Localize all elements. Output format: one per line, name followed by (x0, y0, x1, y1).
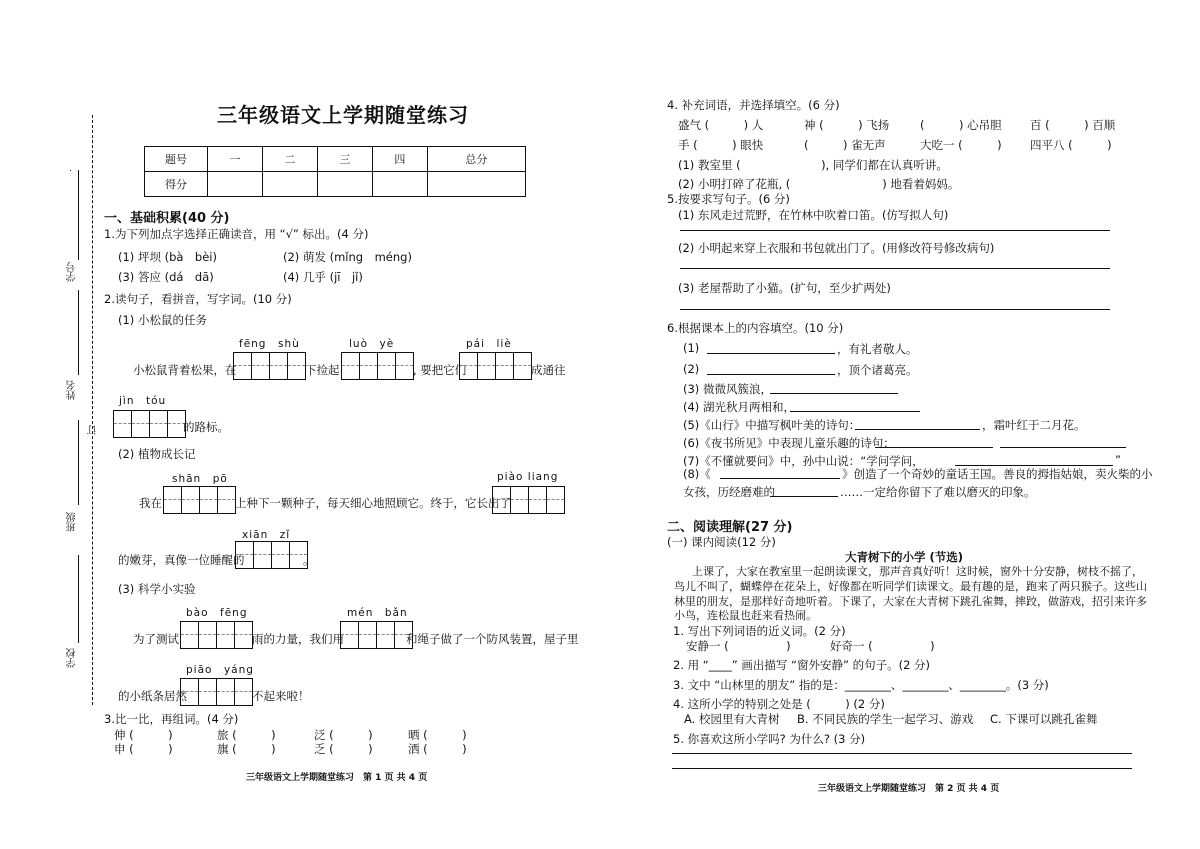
answer-line[interactable] (680, 230, 1110, 231)
pinyin: mén bǎn (347, 607, 408, 619)
name-fill-line (78, 290, 79, 375)
q6-item: ……一定给你留下了难以磨灭的印象。 (840, 485, 1036, 499)
fill-blank[interactable] (790, 411, 920, 412)
section-1-heading: 一、基础积累(40 分) (104, 211, 230, 226)
score-header-cell: 二 (262, 147, 317, 172)
q6-item: (5)《山行》中描写枫叶美的诗句： (683, 418, 861, 432)
q5-item: (1) 东风走过荒野，在竹林中吹着口笛。(仿写拟人句) (678, 208, 949, 222)
passage-line: 林里的朋友，是那样好奇地听着。下课了，大家在大青树下跳孔雀舞，摔跤，做游戏，招引来许多 (674, 595, 1147, 608)
q3-item: 旅 ( ) (217, 728, 276, 742)
q2-text: 的路标。 (183, 420, 229, 434)
fill-blank[interactable] (720, 478, 840, 479)
pinyin: fēng shù (239, 338, 300, 350)
q6-item: ” (1115, 453, 1121, 467)
answer-line[interactable] (680, 309, 1110, 310)
q3-item: 泛 ( ) (314, 728, 373, 742)
q6-item: ，顶个诸葛亮。 (837, 363, 918, 377)
q2-text: 的小纸条居然 (118, 689, 187, 703)
score-cell[interactable] (372, 172, 427, 197)
writing-grid[interactable] (113, 410, 186, 438)
score-row-label: 得分 (145, 172, 208, 197)
pinyin: piāo yáng (186, 664, 254, 676)
side-label-name: 姓名 (67, 380, 78, 400)
q6-item: 女孩，历经磨难的 (683, 485, 775, 499)
q4-item: 盛气 ( ) 人 (678, 118, 764, 132)
writing-grid[interactable] (235, 541, 308, 569)
q6-item: (1) (683, 341, 700, 355)
pinyin: shān pō (172, 473, 228, 485)
fill-blank[interactable] (875, 447, 993, 448)
q2-text: 不起来啦！ (252, 689, 310, 703)
side-label-id: 学号 (67, 262, 78, 282)
q6-item: (8)《 (683, 467, 711, 481)
writing-grid[interactable] (341, 352, 414, 380)
q2-sub1-title: (1) 小松鼠的任务 (118, 313, 207, 327)
q2-text: 的嫩芽，真像一位睡醒的 (118, 553, 245, 567)
q2-text: 上种下一颗种子，每天细心地照顾它。终于，它长出了 (235, 496, 511, 510)
q4-sentence: (2) 小明打碎了花瓶, ( ) 地看着妈妈。 (678, 177, 960, 191)
score-cell[interactable] (262, 172, 317, 197)
q6-item: (4) 湖光秋月两相和， (683, 400, 795, 414)
question-1: 1.为下列加点字选择正确读音，用 “√” 标出。(4 分) (104, 227, 369, 241)
reading-q1-item: 好奇一 ( ) (830, 639, 935, 653)
passage-line: 小鸟，连松鼠也赶来看热闹。 (674, 609, 817, 622)
q2-text: 成通往 (531, 363, 566, 377)
question-5: 5.按要求写句子。(6 分) (667, 192, 790, 206)
passage-title: 大青树下的小学 (节选) (845, 550, 964, 564)
q4-item: ( ) 雀无声 (804, 138, 886, 152)
q2-text: 小松鼠背着松果，在 (133, 363, 237, 377)
q5-item: (2) 小明起来穿上衣服和书包就出门了。(用修改符号修改病句) (678, 241, 995, 255)
score-header-cell: 三 (317, 147, 372, 172)
q1-item: (3) 答应 (dá dā) (118, 270, 214, 284)
writing-grid[interactable] (492, 486, 565, 514)
page-footer: 三年级语文上学期随堂练习 第 2 页 共 4 页 (818, 784, 1000, 794)
class-fill-line (78, 420, 79, 505)
q2-text: 。 (303, 553, 315, 567)
writing-grid[interactable] (233, 352, 306, 380)
q4-item: ( ) 心吊胆 (920, 118, 1002, 132)
student-id-line (70, 170, 71, 171)
fill-blank[interactable] (1000, 447, 1126, 448)
reading-q5: 5. 你喜欢这所小学吗? 为什么? (3 分) (673, 732, 866, 746)
answer-line[interactable] (672, 768, 1132, 769)
question-2: 2.读句子，看拼音，写字词。(10 分) (104, 292, 292, 306)
passage-line: 鸟儿不叫了，蝴蝶停在花朵上，好像都在听同学们读课文。最有趣的是，跑来了两只猴子。这些山 (674, 580, 1147, 593)
q2-text: 雨的力量，我们用 (252, 632, 344, 646)
reading-q3: 3. 文中 “山林里的朋友” 指的是：________、________、________。(3 分) (673, 678, 1049, 692)
q2-text: 为了测试 (133, 632, 179, 646)
writing-grid[interactable] (180, 621, 253, 649)
score-header-cell: 总分 (427, 147, 525, 172)
score-cell[interactable] (208, 172, 263, 197)
page-title: 三年级语文上学期随堂练习 (217, 103, 469, 127)
q6-item: (3) 微微风簇浪， (683, 382, 772, 396)
writing-grid[interactable] (180, 678, 253, 706)
reading-q1: 1. 写出下列词语的近义词。(2 分) (673, 624, 846, 638)
fill-blank[interactable] (707, 353, 835, 354)
pinyin: xiān zǐ (242, 529, 291, 541)
fill-blank[interactable] (707, 374, 835, 375)
page-footer: 三年级语文上学期随堂练习 第 1 页 共 4 页 (246, 773, 428, 783)
answer-line[interactable] (672, 753, 1132, 754)
score-header-cell: 题号 (145, 147, 208, 172)
reading-q4-option[interactable]: C. 下课可以跳孔雀舞 (990, 712, 1098, 726)
score-header-row (145, 147, 526, 172)
q2-text: , 要把它们 (413, 363, 467, 377)
q4-item: 百 ( ) 百顺 (1030, 118, 1116, 132)
q2-text: 和绳子做了一个防风装置，屋子里 (406, 632, 579, 646)
side-label-class: 班级 (67, 512, 78, 532)
q3-item: 旗 ( ) (217, 742, 276, 756)
reading-q4-option[interactable]: B. 不同民族的学生一起学习、游戏 (797, 712, 974, 726)
q2-text: 我在 (139, 496, 162, 510)
reading-q1-item: 安静一 ( ) (686, 639, 791, 653)
writing-grid[interactable] (340, 621, 413, 649)
score-table (144, 146, 526, 197)
section-2-heading: 二、阅读理解(27 分) (667, 520, 793, 535)
section-2-sub1: (一) 课内阅读(12 分) (667, 535, 776, 549)
side-label-binding: 订 (88, 425, 99, 435)
q1-item: (2) 萌发 (mǐng méng) (283, 250, 412, 264)
score-cell[interactable] (317, 172, 372, 197)
score-value-row (145, 172, 526, 197)
q3-item: 晒 ( ) (408, 728, 467, 742)
school-fill-line (78, 555, 79, 643)
pinyin: luò yè (349, 338, 395, 350)
q4-item: 大吃一 ( ) (920, 138, 1002, 152)
question-6: 6.根据课本上的内容填空。(10 分) (667, 321, 844, 335)
side-label-school: 学校 (67, 648, 78, 668)
fill-blank[interactable] (770, 496, 838, 497)
score-header-cell: 一 (208, 147, 263, 172)
question-4: 4. 补充词语，并选择填空。(6 分) (667, 98, 840, 112)
writing-grid[interactable] (163, 486, 236, 514)
q4-item: 神 ( ) 飞扬 (804, 118, 890, 132)
q3-item: 乏 ( ) (314, 742, 373, 756)
pinyin: pái liè (466, 338, 512, 350)
q6-item: (6)《夜书所见》中表现儿童乐趣的诗句： (683, 436, 895, 450)
q2-text: 下捡起 (305, 363, 340, 377)
q5-item: (3) 老屋帮助了小猫。(扩句，至少扩两处) (678, 281, 891, 295)
reading-q4: 4. 这所小学的特别之处是 ( ) (2 分) (673, 697, 885, 711)
reading-q2: 2. 用 “____” 画出描写 “窗外安静” 的句子。(2 分) (673, 658, 931, 672)
pinyin: bào fēng (186, 607, 248, 619)
writing-grid[interactable] (459, 352, 532, 380)
fill-blank[interactable] (770, 393, 898, 394)
q6-item: (2) (683, 362, 700, 376)
q2-sub2-title: (2) 植物成长记 (118, 447, 196, 461)
score-header-cell: 四 (372, 147, 427, 172)
pinyin: piào liang (497, 471, 559, 483)
fill-blank[interactable] (855, 429, 980, 430)
reading-q4-option[interactable]: A. 校园里有大青树 (684, 712, 780, 726)
pinyin: jìn tóu (119, 395, 167, 407)
q6-item: (7)《不懂就要问》中，孙中山说：“学问学问， (683, 454, 924, 468)
q4-item: 手 ( ) 眼快 (678, 138, 764, 152)
q3-item: 洒 ( ) (408, 742, 467, 756)
q3-item: 伸 ( ) (114, 728, 173, 742)
q6-item: ，有礼者敬人。 (837, 342, 918, 356)
binding-line (92, 115, 93, 705)
id-fill-line (78, 170, 79, 260)
q3-item: 申 ( ) (114, 742, 173, 756)
question-3: 3.比一比，再组词。(4 分) (104, 712, 239, 726)
score-cell[interactable] (427, 172, 525, 197)
q2-sub3-title: (3) 科学小实验 (118, 582, 196, 596)
q1-item: (4) 几乎 (jī jǐ) (283, 270, 363, 284)
passage-line: 上课了，大家在教室里一起朗读课文，那声音真好听！这时候，窗外十分安静，树枝不摇了， (692, 565, 1143, 578)
q6-item: ，霜叶红于二月花。 (982, 418, 1086, 432)
q4-item: 四平八 ( ) (1030, 138, 1112, 152)
q1-item: (1) 坪坝 (bà bèi) (118, 250, 217, 264)
q6-item: 》创造了一个奇妙的童话王国。善良的拇指姑娘，卖火柴的小 (842, 467, 1153, 481)
answer-line[interactable] (680, 268, 1110, 269)
q4-sentence: (1) 教室里 ( ), 同学们都在认真听讲。 (678, 158, 948, 172)
